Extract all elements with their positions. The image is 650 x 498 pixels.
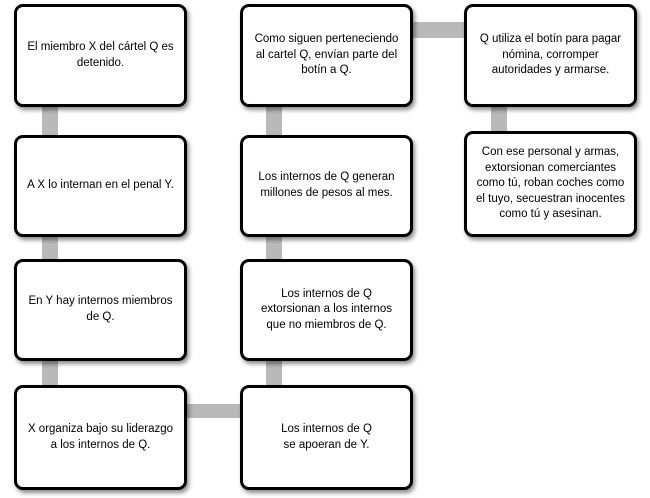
flow-box-7: Los internos de Q generan millones de pesos al mes. [240, 135, 413, 237]
flow-box-3: En Y hay internos miembros de Q. [14, 259, 187, 361]
flow-box-10: Con ese personal y armas, extorsionan comerciantes como tú, roban coches como el tuyo, secuestran inocentes como tú y asesinan. [464, 131, 637, 237]
flow-box-5: Los internos de Q se apoeran de Y. [240, 385, 413, 490]
connector-b8-b9 [406, 22, 470, 38]
flow-box-6: Los internos de Q extorsionan a los internos que no miembros de Q. [240, 259, 413, 361]
flow-box-2: A X lo internan en el penal Y. [14, 135, 187, 237]
flow-box-4: X organiza bajo su liderazgo a los internos de Q. [14, 385, 187, 490]
flow-box-9: Q utiliza el botín para pagar nómina, corromper autoridades y armarse. [464, 4, 637, 107]
flow-box-1: El miembro X del cártel Q es detenido. [14, 4, 187, 107]
connector-b4-b5 [182, 404, 246, 418]
flow-box-8: Como siguen perteneciendo al cartel Q, envían parte del botín a Q. [240, 4, 413, 107]
